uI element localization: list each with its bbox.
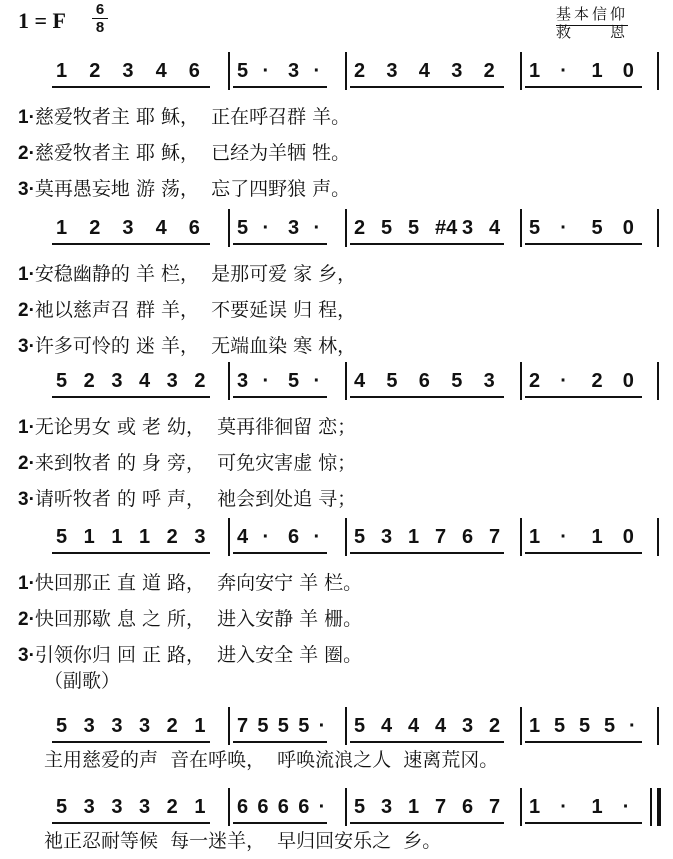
beam [233,243,327,245]
note: · [622,796,630,818]
note: 3 [194,526,206,548]
refrain-lyric: 主用慈爱的声 音在呼唤， 呼唤流浪之人 速离荒冈。 [44,749,499,771]
note: 6 [188,217,200,239]
lyric-text: 慈爱牧者主 耶 稣， 已经为羊牺 牲。 [34,142,351,164]
notation-line [0,518,673,558]
note: 4 [155,217,167,239]
notation-line [0,707,673,747]
lyric-line [18,568,362,595]
note: 2 [529,370,541,392]
note: 5 [56,796,68,818]
note: · [560,370,567,392]
note: 6 [298,796,310,818]
note: 4 [489,217,501,239]
note: 2 [489,715,501,737]
note: 4 [408,715,420,737]
note: 3 [462,217,474,239]
note: 3 [111,715,123,737]
note: 6 [237,796,249,818]
note: 3 [386,60,398,82]
note: 5 [354,796,366,818]
verse-number: 2· [18,609,35,630]
note: 3 [111,370,123,392]
lyric-text: 安稳幽静的 羊 栏， 是那可爱 家 乡， [34,263,357,285]
barline [657,209,659,247]
note: · [560,796,567,818]
note: 5 [354,526,366,548]
note: 7 [237,715,249,737]
note: 5 [386,370,398,392]
note: 2 [166,526,178,548]
note: 4 [418,60,430,82]
lyric-text: 引领你归 回 正 路， 进入安全 羊 圈。 [34,644,363,666]
verse-number: 1· [18,264,35,285]
verse-number: 2· [18,300,35,321]
barline [657,362,659,400]
note: 6 [277,796,289,818]
beam [525,396,642,398]
note: 5 [451,370,463,392]
note: 4 [237,526,249,548]
note: 5 [554,715,566,737]
note: 2 [354,60,366,82]
note: 0 [622,370,634,392]
lyric-line [18,640,362,667]
note: · [262,370,270,392]
beam [350,822,504,824]
lyric-text: 许多可怜的 迷 羊， 无端血染 寒 林， [34,335,357,357]
note: 1 [408,526,420,548]
note: 6 [188,60,200,82]
note: 4 [354,370,366,392]
note: 5 [237,217,249,239]
note: 2 [194,370,206,392]
note: 1 [591,526,603,548]
note: 1 [529,715,541,737]
note: 7 [489,526,501,548]
note: 3 [139,715,151,737]
lyric-text: 请听牧者 的 呼 声， 祂会到处追 寻； [34,488,357,510]
note: 3 [122,217,134,239]
lyric-text: 慈爱牧者主 耶 稣， 正在呼召群 羊。 [34,106,351,128]
note: 7 [435,796,447,818]
lyric-line [18,259,356,286]
note: 5 [408,217,420,239]
barline [345,52,347,90]
note: 6 [257,796,269,818]
barline [520,209,522,247]
beam [52,822,210,824]
lyric-line [18,604,362,631]
beam [52,86,210,88]
beam [52,552,210,554]
barline [520,52,522,90]
note: 3 [139,796,151,818]
note: 2 [89,60,101,82]
verse-number: 1· [18,573,35,594]
note: · [560,217,567,239]
note: 1 [111,526,123,548]
note: 1 [591,796,603,818]
barline [345,518,347,556]
note: 3 [381,796,393,818]
note: 3 [237,370,249,392]
beam [525,741,642,743]
category-label: 基本信仰 [556,5,629,23]
note: · [560,526,567,548]
note: 1 [529,796,541,818]
note: 5 [354,715,366,737]
notation-line [0,209,673,249]
barline [345,362,347,400]
beam [350,396,504,398]
note: 4 [139,370,151,392]
refrain-lyric: 祂正忍耐等候 每一迷羊， 早归回安乐之 乡。 [44,830,442,852]
note: 3 [381,526,393,548]
lyric-line [18,295,356,322]
note: 2 [354,217,366,239]
barline [657,518,659,556]
note: 4 [155,60,167,82]
note: · [560,60,567,82]
lyric-line [18,102,350,129]
barline [228,518,230,556]
beam [52,396,210,398]
verse-number: 3· [18,645,35,666]
barline [657,788,661,826]
barline [228,52,230,90]
note: 5 [381,217,393,239]
note: 2 [166,796,178,818]
notation-line [0,788,673,828]
barline [228,362,230,400]
notation-line [0,52,673,92]
note: 1 [194,796,206,818]
note: 3 [83,715,95,737]
barline [228,707,230,745]
notation-line [0,362,673,402]
note: 5 [237,60,249,82]
note: 6 [418,370,430,392]
beam [233,396,327,398]
note: 1 [56,60,68,82]
note: 7 [489,796,501,818]
barline [520,788,522,826]
note: 2 [483,60,495,82]
verse-number: 1· [18,417,35,438]
note: 1 [529,526,541,548]
beam [350,741,504,743]
note: 0 [622,60,634,82]
lyric-text: 祂以慈声召 群 羊， 不要延误 归 程， [34,299,357,321]
beam [233,552,327,554]
note: 1 [591,60,603,82]
verse-number: 3· [18,179,35,200]
verse-number: 2· [18,143,35,164]
note: 5 [56,715,68,737]
lyric-text: 快回那歇 息 之 所， 进入安静 羊 栅。 [34,608,363,630]
barline [520,707,522,745]
note: · [262,60,270,82]
note: 5 [288,370,300,392]
beam [350,552,504,554]
note: 5 [529,217,541,239]
barline [345,788,347,826]
meter-bottom: 8 [95,19,105,36]
lyric-text: 莫再愚妄地 游 荡， 忘了四野狼 声。 [34,178,351,200]
lyric-line [18,331,356,358]
note: 5 [604,715,616,737]
note: 0 [622,217,634,239]
note: 3 [288,60,300,82]
lyric-line [18,412,356,439]
note: 2 [83,370,95,392]
note: 1 [83,526,95,548]
note: 3 [462,715,474,737]
barline [345,707,347,745]
lyric-text: 来到牧者 的 身 旁， 可免灾害虚 惊； [34,452,357,474]
final-barline [650,788,652,826]
note: #4 [435,217,458,239]
note: 6 [288,526,300,548]
note: 3 [122,60,134,82]
beam [350,243,504,245]
lyric-text: 快回那正 直 道 路， 奔向安宁 羊 栏。 [34,572,363,594]
note: 5 [277,715,289,737]
note: 0 [622,526,634,548]
note: 6 [462,526,474,548]
note: 3 [166,370,178,392]
beam [525,552,642,554]
note: 1 [56,217,68,239]
note: · [313,60,321,82]
note: 2 [166,715,178,737]
note: 5 [56,370,68,392]
note: 2 [89,217,101,239]
beam [233,86,327,88]
meter-top: 6 [95,1,105,18]
note: 3 [111,796,123,818]
note: · [629,715,636,737]
note: 1 [529,60,541,82]
note: · [318,715,326,737]
lyric-line [18,174,350,201]
note: 5 [56,526,68,548]
barline [228,788,230,826]
note: 5 [298,715,310,737]
lyric-line [18,484,356,511]
beam [52,741,210,743]
note: 2 [591,370,603,392]
note: 3 [83,796,95,818]
barline [657,52,659,90]
refrain-label: （副歌） [44,670,121,692]
note: · [262,526,270,548]
barline [228,209,230,247]
subcategory-label: 救 恩 [556,23,629,41]
note: · [313,217,321,239]
key-signature: 1 = F [18,8,66,33]
note: 1 [194,715,206,737]
note: · [318,796,326,818]
note: 5 [591,217,603,239]
barline [657,707,659,745]
beam [525,243,642,245]
note: 4 [435,715,447,737]
note: · [313,370,321,392]
note: 7 [435,526,447,548]
lyric-line [18,138,350,165]
barline [520,518,522,556]
note: 5 [579,715,591,737]
verse-number: 2· [18,453,35,474]
barline [345,209,347,247]
note: 1 [139,526,151,548]
note: · [313,526,321,548]
note: · [262,217,270,239]
barline [520,362,522,400]
beam [233,822,327,824]
note: 3 [288,217,300,239]
time-signature [92,2,108,35]
beam [350,86,504,88]
verse-number: 3· [18,336,35,357]
note: 5 [257,715,269,737]
lyric-line [18,448,356,475]
note: 6 [462,796,474,818]
beam [233,741,327,743]
note: 3 [451,60,463,82]
note: 4 [381,715,393,737]
note: 3 [483,370,495,392]
beam [525,822,642,824]
verse-number: 3· [18,489,35,510]
verse-number: 1· [18,107,35,128]
beam [52,243,210,245]
lyric-text: 无论男女 或 老 幼， 莫再徘徊留 恋； [34,416,357,438]
beam [525,86,642,88]
note: 1 [408,796,420,818]
